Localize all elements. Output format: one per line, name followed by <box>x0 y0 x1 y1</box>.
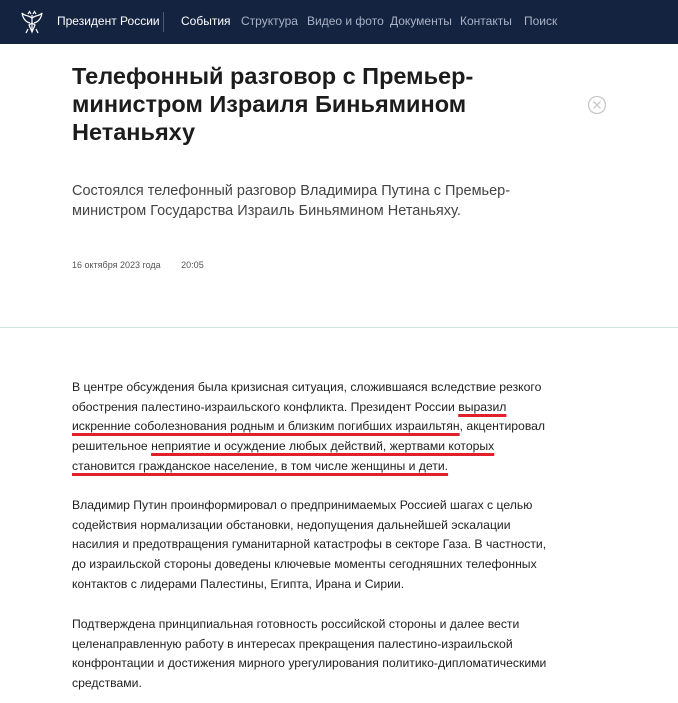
article-paragraph-3: Подтверждена принципиальная готовность российской стороны и далее вести целенаправленную работу в интересах прекращения палестино-израильской конфронтации и достижения мирного урегулирования политико-дипломатическими средствами. <box>72 617 547 691</box>
article-date: 16 октября 2023 года <box>72 260 161 270</box>
highlighted-phrase-condolences: выразил искренние соболезнования родным и близким погибших израильтян <box>72 399 507 434</box>
article-meta <box>72 260 204 270</box>
article-lead: Состоялся телефонный разговор Владимира Путина с Премьер-министром Государства Израиль Биньямином Нетаньяху. <box>72 183 511 219</box>
article-paragraph-1 <box>72 378 557 477</box>
site-name-link[interactable]: Президент России <box>57 14 160 28</box>
header-divider <box>163 12 164 32</box>
article-title: Телефонный разговор с Премьер-министром Израиля Биньямином Нетаньяху <box>72 63 474 145</box>
article-time: 20:05 <box>181 260 204 270</box>
nav-events[interactable]: События <box>181 14 231 28</box>
paragraph-1-text-start: В центре обсуждения была кризисная ситуация, сложившаяся вследствие резкого обострения палестино-израильского конфликта. Президент России <box>72 380 542 414</box>
nav-contacts[interactable]: Контакты <box>460 14 512 28</box>
section-divider <box>0 327 678 328</box>
top-navigation-bar <box>0 0 678 44</box>
paragraph-1-text-middle: , акцентировал решительное <box>72 419 546 454</box>
russian-eagle-emblem-icon[interactable] <box>21 10 43 34</box>
article-paragraph-2: Владимир Путин проинформировал о предпринимаемых Россией шагах с целью содействия нормализации обстановки, недопущения дальнейшей эскалации насилия и предотвращения гуманитарной катастрофы в секторе Газа. В частности, до израильской стороны доведены ключевые моменты сегодняшних телефонных контактов с лидерами Палестины, Египта, Ирана и Сирии. <box>72 498 547 591</box>
highlighted-phrase-condemnation: неприятие и осуждение любых действий, жертвами которых становится гражданское население, в том числе женщины и дети. <box>72 439 495 473</box>
nav-video-photo[interactable]: Видео и фото <box>307 14 384 28</box>
close-icon[interactable] <box>587 95 607 115</box>
nav-structure[interactable]: Структура <box>241 14 298 28</box>
nav-search[interactable]: Поиск <box>524 14 558 28</box>
nav-documents[interactable]: Документы <box>390 14 452 28</box>
